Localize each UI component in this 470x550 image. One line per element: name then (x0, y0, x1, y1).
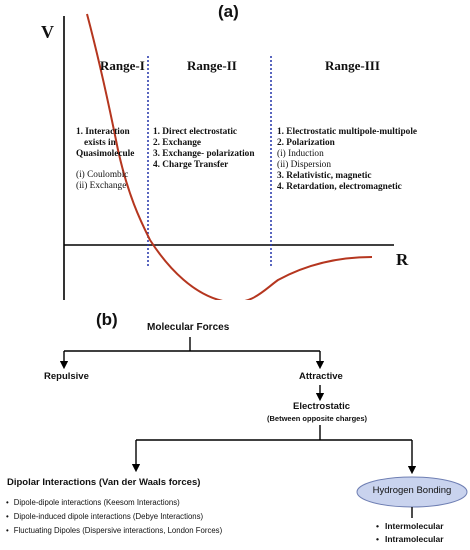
dipolar-item-text: Dipole-induced dipole interactions (Debye Interactions) (13, 512, 204, 521)
dipolar-item-text: Fluctuating Dipoles (Dispersive interactions, London Forces) (13, 526, 223, 535)
node-electrostatic: Electrostatic (293, 401, 351, 412)
hydrogen-bonding-label: Hydrogen Bonding (372, 485, 452, 496)
dipolar-list-item: • Dipole-induced dipole interactions (Debye Interactions) (6, 512, 204, 521)
hydrogen-list (376, 520, 444, 546)
range-3-item: 4. Retardation, electromagnetic (277, 182, 402, 192)
hydrogen-item-text: Intermolecular (384, 521, 444, 531)
range-3-item: (ii) Dispersion (277, 160, 331, 170)
dipolar-list-item: • Fluctuating Dipoles (Dispersive interactions, London Forces) (6, 526, 223, 535)
range-3-item: (i) Induction (277, 149, 324, 159)
range-3-title: Range-III (325, 58, 380, 73)
range-1 (76, 58, 148, 192)
range-3 (277, 58, 457, 193)
range-2-item: 3. Exchange- polarization (153, 149, 255, 159)
dipolar-item-text: Dipole-dipole interactions (Keesom Interactions) (13, 498, 180, 507)
hydrogen-list-item: • Intermolecular (376, 521, 444, 531)
node-attractive: Attractive (299, 371, 343, 382)
range-2 (153, 58, 271, 171)
range-2-item: 4. Charge Transfer (153, 160, 229, 170)
range-1-item: (ii) Exchange (76, 181, 127, 191)
x-axis-label: R (396, 250, 409, 269)
node-dipolar: Dipolar Interactions (Van der Waals forces) (7, 477, 201, 488)
node-repulsive: Repulsive (44, 371, 89, 382)
hydrogen-item-text: Intramolecular (384, 534, 444, 544)
range-1-title: Range-I (100, 58, 145, 73)
range-1-item: (i) Coulombic (76, 170, 129, 180)
range-3-item: 3. Relativistic, magnetic (277, 171, 372, 181)
hydrogen-list-item: • Intramolecular (376, 534, 444, 544)
range-3-item: 2. Polarization (277, 138, 335, 148)
range-1-item: Quasimolecule (76, 149, 135, 159)
panel-b-label: (b) (96, 310, 118, 329)
node-molecular-forces: Molecular Forces (147, 322, 230, 333)
range-2-title: Range-II (187, 58, 237, 73)
panel-a-label: (a) (218, 2, 239, 21)
y-axis-label: V (41, 22, 54, 42)
dipolar-list-item: • Dipole-dipole interactions (Keesom Interactions) (6, 498, 180, 507)
dipolar-list (6, 496, 222, 538)
range-2-item: 1. Direct electrostatic (153, 127, 238, 137)
range-2-item: 2. Exchange (153, 138, 202, 148)
range-1-item: exists in (84, 138, 116, 148)
electrostatic-note: (Between opposite charges) (267, 414, 368, 423)
range-3-item: 1. Electrostatic multipole-multipole (277, 127, 418, 137)
range-1-item: 1. Interaction (76, 127, 130, 137)
